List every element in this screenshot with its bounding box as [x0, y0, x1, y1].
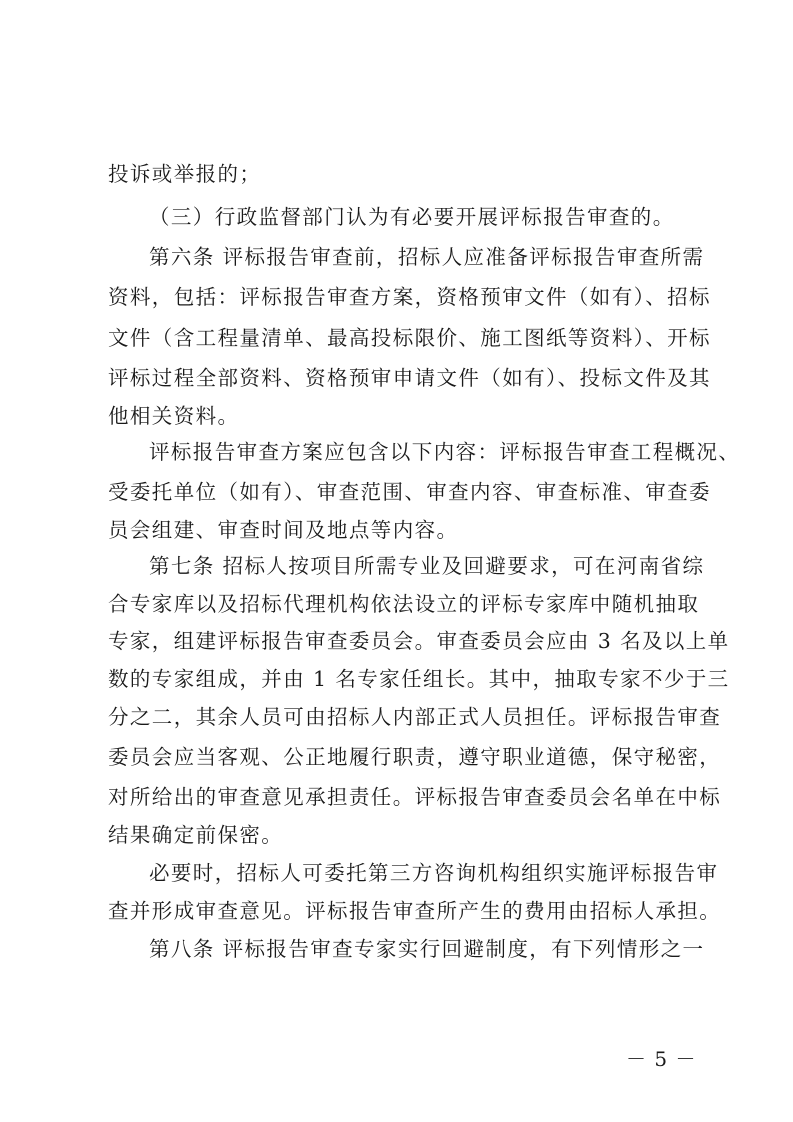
text-line: 数的专家组成，并由 1 名专家任组长。其中，抽取专家不少于三 [108, 667, 730, 691]
text-line: 对所给出的审查意见承担责任。评标报告审查委员会名单在中标 [108, 785, 722, 809]
text-line: 第六条 评标报告审查前，招标人应准备评标报告审查所需 [149, 245, 705, 269]
text-line: 评标报告审查方案应包含以下内容：评标报告审查工程概况、 [149, 440, 741, 464]
text-line: 必要时，招标人可委托第三方咨询机构组织实施评标报告审 [149, 861, 719, 885]
text-line: 资料，包括：评标报告审查方案，资格预审文件（如有）、招标 [108, 285, 711, 309]
text-line: 分之二，其余人员可由招标人内部正式人员担任。评标报告审查 [108, 705, 722, 729]
text-line: 专家，组建评标报告审查委员会。审查委员会应由 3 名及以上单 [108, 629, 730, 653]
text-line: （三）行政监督部门认为有必要开展评标报告审查的。 [149, 205, 675, 229]
text-line: 第八条 评标报告审查专家实行回避制度，有下列情形之一 [149, 937, 705, 961]
text-line: 第七条 招标人按项目所需专业及回避要求，可在河南省综 [149, 554, 705, 578]
text-line: 合专家库以及招标代理机构依法设立的评标专家库中随机抽取 [108, 592, 700, 616]
page-number: － 5 － [626, 1047, 697, 1071]
text-line: 委员会应当客观、公正地履行职责，遵守职业道德，保守秘密， [108, 745, 722, 769]
text-line: 查并形成审查意见。评标报告审查所产生的费用由招标人承担。 [108, 899, 722, 923]
text-line: 受委托单位（如有）、审查范围、审查内容、审查标准、审查委 [108, 480, 711, 504]
text-line: 员会组建、审查时间及地点等内容。 [108, 518, 459, 542]
text-line: 评标过程全部资料、资格预审申请文件（如有）、投标文件及其 [108, 366, 711, 390]
text-line: 他相关资料。 [108, 404, 240, 428]
text-line: 结果确定前保密。 [108, 823, 284, 847]
text-line: 文件（含工程量清单、最高投标限价、施工图纸等资料）、开标 [108, 326, 711, 350]
text-line: 投诉或举报的； [108, 162, 262, 186]
